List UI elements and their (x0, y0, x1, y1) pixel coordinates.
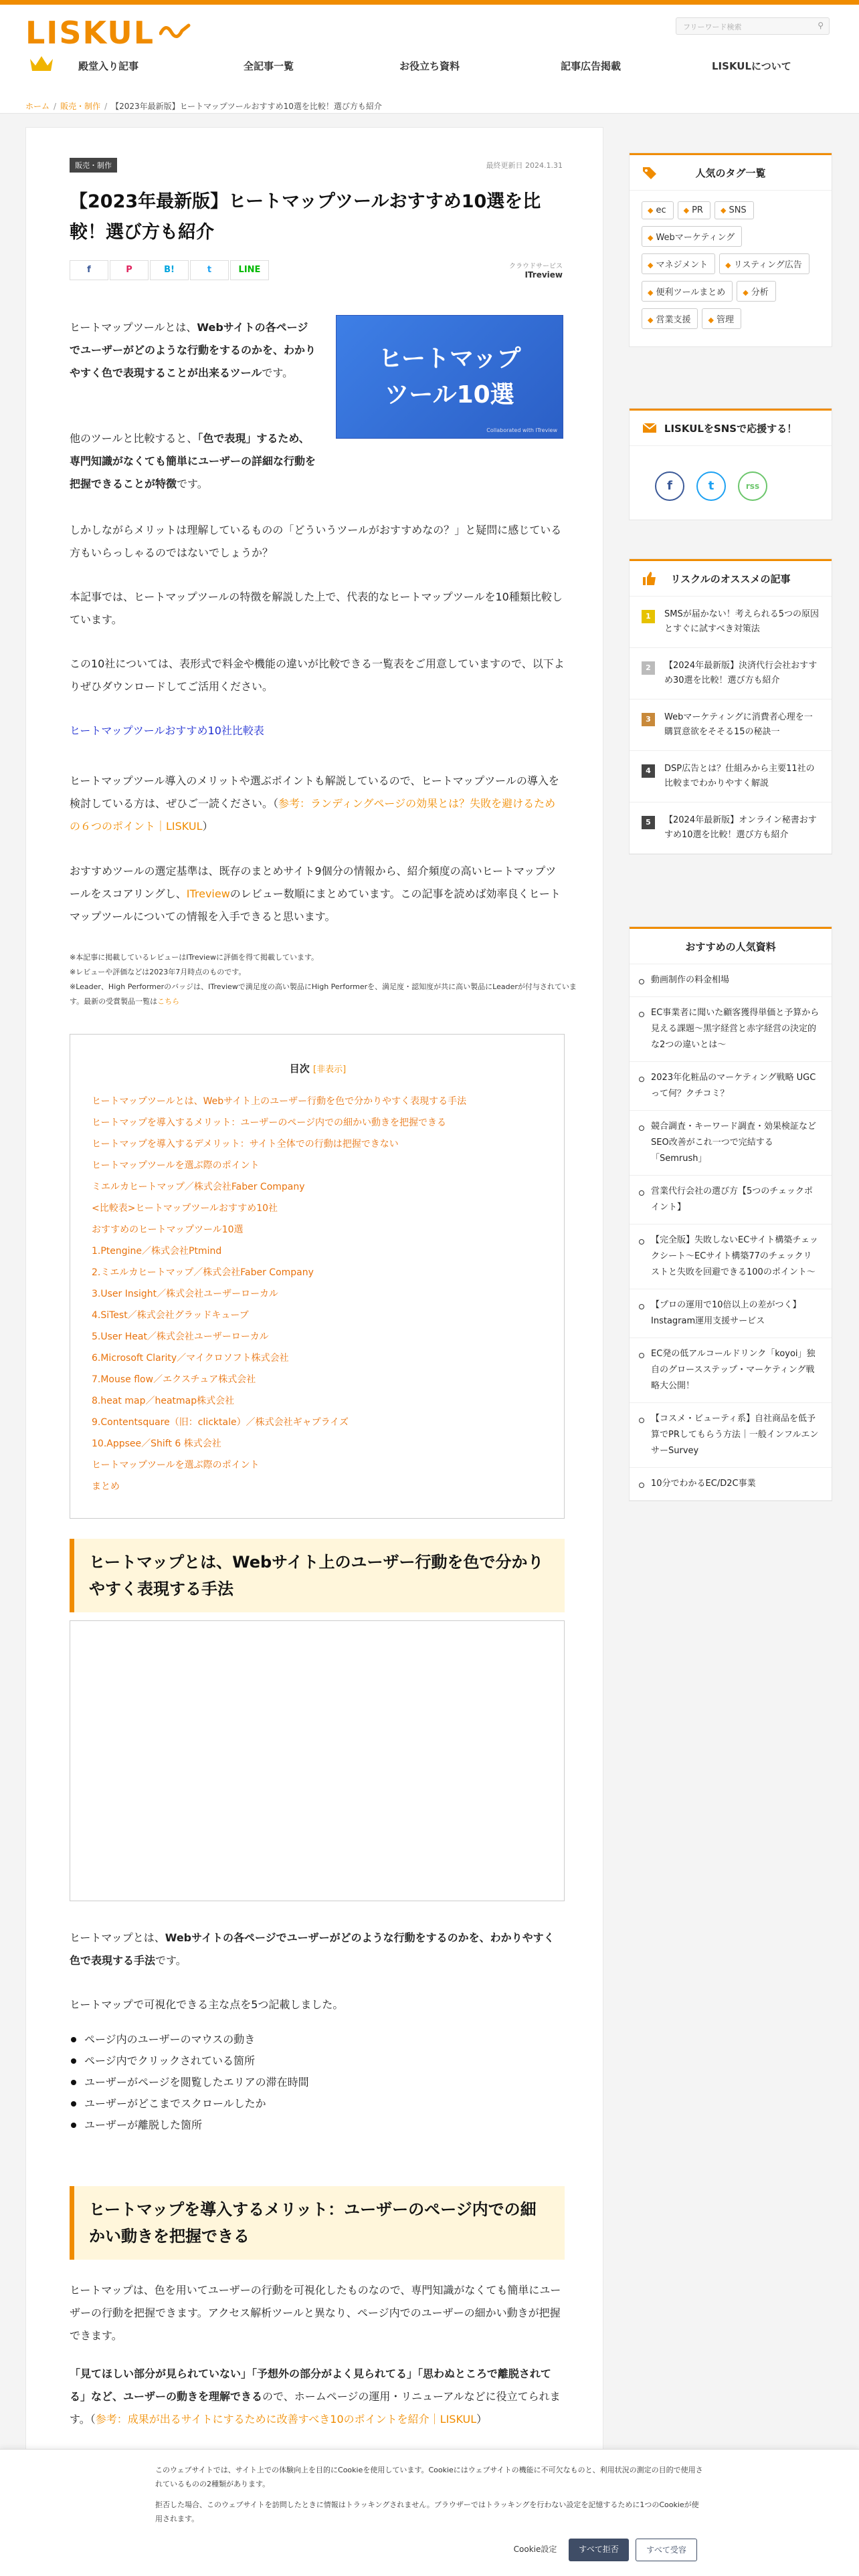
mail-icon (642, 420, 658, 436)
list-item: ユーザーがページを閲覧したエリアの滞在時間 (70, 2072, 309, 2093)
toc-item[interactable]: 5.User Heat／株式会社ユーザーローカル (92, 1331, 269, 1342)
tag-chip[interactable]: ◆ PR (678, 201, 710, 219)
paragraph-4: 本記事では、ヒートマップツールの特徴を解説した上で、代表的なヒートマップツールを10種類比較しています。 (70, 591, 563, 626)
breadcrumb-current: 【2023年最新版】ヒートマップツールおすすめ10選を比較！選び方も紹介 (111, 102, 382, 111)
section2-paragraph-1: ヒートマップは、色を用いてユーザーの行動を可視化したものなので、専門知識がなくても簡単にユーザーの行動を把握できます。アクセス解析ツールと異なり、ページ内でのユーザーの細かい動きが把握できます。 (70, 2284, 561, 2342)
recommended-title: リスクルのオススメの記事 (670, 573, 791, 585)
tag-chip[interactable]: ◆ Webマーケティング (642, 226, 742, 247)
thumbs-up-icon (642, 570, 658, 586)
popular-title: おすすめの人気資料 (685, 941, 776, 953)
toc-title: 目次 (289, 1063, 310, 1075)
intro-paragraph-2: 他のツールと比較すると、「色で表現」するため、専門知識がなくても簡単にユーザーの詳細な行動を把握できることが特徴です。 (70, 432, 316, 490)
tag-chip[interactable]: ◆ 分析 (737, 281, 775, 302)
nav-item-all-articles[interactable]: 全記事一覧 (244, 60, 294, 72)
review-notes: ※本記事に掲載しているレビューはITreviewに評価を得て掲載しています。 ※レビューや評価などは2023年7月時点のものです。 ※Leader、High Performerのバッジは、ITreviewで満足度の高い製品にHigh Performerを、満足度・認知度が共に高い製品にLeaderが付与されています。最新の受賞製品一覧はこちら (70, 953, 577, 1006)
rank-number: 2 (642, 661, 655, 675)
intro-paragraph-1: ヒートマップツールとは、Webサイトの各ページでユーザーがどのような行動をするのかを、わかりやすく色で表現することが出来るツールです。 (70, 321, 316, 379)
tag-chip[interactable]: ◆ 管理 (702, 308, 741, 329)
tag-chip[interactable]: ◆ SNS (714, 201, 754, 219)
toc-item[interactable]: <比較表>ヒートマップツールおすすめ10社 (92, 1203, 278, 1214)
nav-item-resources[interactable]: お役立ち資料 (399, 60, 460, 72)
rank-number: 5 (642, 816, 655, 829)
tag-chip[interactable]: ◆ ec (642, 201, 674, 219)
comparison-download-link[interactable]: ヒートマップツールおすすめ10社比較表 (70, 724, 264, 737)
tag-icon: ◆ (648, 288, 654, 297)
tag-icon: ◆ (725, 261, 731, 270)
toc-item[interactable]: おすすめのヒートマップツール10選 (92, 1224, 244, 1235)
popular-list (630, 964, 832, 1501)
article-title: 【2023年最新版】ヒートマップツールおすすめ10選を比較！選び方も紹介 (70, 191, 541, 243)
share-buttons (70, 260, 270, 282)
cookie-reject-button[interactable]: すべて拒否 (569, 2539, 629, 2561)
toc-item[interactable]: ヒートマップを導入するデメリット：サイト全体での行動は把握できない (92, 1139, 399, 1150)
toc-item[interactable]: 8.heat map／heatmap株式会社 (92, 1396, 235, 1406)
toc-item[interactable]: 7.Mouse flow／エクスチュア株式会社 (92, 1374, 256, 1385)
recommended-widget (629, 558, 832, 855)
breadcrumb-home[interactable]: ホーム (25, 102, 50, 111)
rank-number: 1 (642, 610, 655, 623)
popular-item[interactable]: 【コスメ・ビューティ系】自社商品を低予算でPRしてもらう方法｜一般インフルエンサーSurvey (630, 1403, 832, 1468)
toc-item[interactable]: まとめ (92, 1481, 120, 1492)
list-item: ユーザーが離脱した箇所 (70, 2115, 309, 2136)
recommended-item[interactable]: 2 【2024年最新版】決済代行会社おすすめ30選を比較！選び方も紹介 (630, 648, 832, 700)
breadcrumb-category[interactable]: 販売・制作 (60, 102, 101, 111)
recommended-item[interactable]: 4 DSP広告とは？仕組みから主要11社の比較までわかりやすく解説 (630, 751, 832, 802)
cookie-settings-button[interactable]: Cookie設定 (513, 2545, 557, 2554)
tag-icon: ◆ (708, 316, 714, 324)
itreview-link[interactable]: ITreview (186, 887, 230, 900)
list-item: ユーザーがどこまでスクロールしたか (70, 2093, 309, 2115)
site-header (0, 0, 859, 114)
cookie-text-1: このウェブサイトでは、サイト上での体験向上を目的にCookieを使用しています。Cookieにはウェブサイトの機能に不可欠なものと、利用状況の測定の目的で使用されているものの2種類があります。 (155, 2466, 703, 2488)
tag-icon: ◆ (743, 288, 749, 297)
popular-item[interactable]: 動画制作の料金相場 (630, 964, 832, 997)
rss-icon[interactable]: rss (738, 471, 767, 501)
popular-resources-widget (629, 926, 832, 1501)
tag-icon (642, 165, 658, 181)
share-line-button[interactable]: LINE (230, 260, 269, 280)
paragraph-3: しかしながらメリットは理解しているものの「どういうツールがおすすめなの？」と疑問に感じている方もいらっしゃるのではないでしょうか？ (70, 524, 562, 559)
popular-item[interactable]: 2023年化粧品のマーケティング戦略 UGCって何？クチコミ？ (630, 1062, 832, 1111)
visualization-list (70, 2029, 309, 2136)
paragraph-7: ヒートマップツール導入のメリットや選ぶポイントも解説しているので、ヒートマップツールの導入を検討している方は、ぜひご一読ください。（参考：ランディングページの効果とは？失敗を避けるための６つのポイント｜LISKUL） (70, 774, 559, 833)
sns-title: LISKULをSNSで応援する！ (664, 423, 797, 435)
rank-number: 4 (642, 764, 655, 778)
toc-item[interactable]: ヒートマップツールを選ぶ際のポイント (92, 1160, 260, 1171)
site-logo[interactable]: LISKUL (25, 15, 155, 51)
cookie-text-2: 拒否した場合、このウェブサイトを訪問したときに情報はトラッキングされません。ブラウザーではトラッキングを行わない設定を記憶するために1つのCookieが使用されます。 (155, 2500, 699, 2523)
main-nav (0, 53, 859, 80)
section1-paragraph-1: ヒートマップとは、Webサイトの各ページでユーザーがどのような行動をするのかを、わかりやすく色で表現する手法です。 (70, 1931, 555, 1967)
tag-icon: ◆ (683, 206, 690, 215)
share-twitter-button[interactable]: t (190, 260, 229, 280)
tag-icon: ◆ (648, 316, 654, 324)
section1-paragraph-2: ヒートマップで可視化できる主な点を5つ記載しました。 (70, 1998, 344, 2011)
tag-icon: ◆ (648, 261, 654, 270)
tag-list (630, 191, 832, 346)
recommended-list (630, 597, 832, 854)
facebook-icon[interactable]: f (655, 471, 684, 501)
sns-widget (629, 408, 832, 520)
popular-item[interactable]: 【完全版】失敗しないECサイト構築チェックシート〜ECサイト構築77のチェックリストと失敗を回避できる100のポイント〜 (630, 1224, 832, 1289)
recommended-item[interactable]: 5 【2024年最新版】オンライン秘書おすすめ10選を比較！選び方も紹介 (630, 802, 832, 854)
nav-item-hall-of-fame[interactable]: 殿堂入り記事 (78, 60, 139, 72)
nav-item-about[interactable]: LISKULについて (712, 60, 791, 72)
cookie-banner (0, 2449, 859, 2576)
share-hatena-button[interactable]: B! (150, 260, 189, 280)
header-stripe (0, 0, 859, 5)
rank-number: 3 (642, 713, 655, 726)
list-item: ページ内でクリックされている箇所 (70, 2050, 309, 2072)
search-icon[interactable]: ⚲ (818, 21, 824, 30)
cookie-accept-button[interactable]: すべて受容 (636, 2539, 697, 2561)
reference-link-improve[interactable]: 参考：成果が出るサイトにするために改善すべき10のポイントを紹介｜LISKUL (95, 2413, 477, 2426)
reference-link-lp[interactable]: 参考：ランディングページの効果とは？失敗を避けるための６つのポイント｜LISKUL (70, 797, 556, 833)
winners-list-link[interactable]: こちら (157, 997, 180, 1006)
toc-item[interactable]: 3.User Insight／株式会社ユーザーローカル (92, 1289, 278, 1299)
tags-widget (629, 152, 832, 347)
section2-paragraph-2: 「見てほしい部分が見られていない」「予想外の部分がよく見られてる」「思わぬところで離脱されてる」など、ユーザーの動きを理解できるので、ホームページの運用・リニューアルなどに役立てられます。（参考：成果が出るサイトにするために改善すべき10のポイントを紹介｜LISKUL） (70, 2367, 561, 2426)
toc-item[interactable]: 1.Ptengine／株式会社Ptmind (92, 1246, 222, 1257)
share-facebook-button[interactable]: f (70, 260, 108, 280)
category-badge[interactable]: 販売・制作 (70, 158, 117, 173)
tag-icon: ◆ (648, 206, 654, 215)
section-heading-2: ヒートマップを導入するメリット：ユーザーのページ内での細かい動きを把握できる (70, 2186, 565, 2260)
tag-chip[interactable]: ◆ 便利ツールまとめ (642, 281, 733, 302)
tag-chip[interactable]: ◆ 営業支援 (642, 308, 698, 329)
toc-item[interactable]: 9.Contentsquare（旧：clicktale）／株式会社ギャプライズ (92, 1417, 349, 1428)
tag-icon: ◆ (720, 206, 727, 215)
toc-item[interactable]: ヒートマップツールとは、Webサイト上のユーザー行動を色で分かりやすく表現する手法 (92, 1096, 467, 1107)
tag-chip[interactable]: ◆ リスティング広告 (719, 253, 809, 274)
popular-item[interactable]: 営業代行会社の選び方【5つのチェックポイント】 (630, 1176, 832, 1224)
toc-item[interactable]: ミエルカヒートマップ／株式会社Faber Company (92, 1182, 305, 1192)
section-heading-1: ヒートマップとは、Webサイト上のユーザー行動を色で分かりやすく表現する手法 (70, 1539, 565, 1612)
recommended-item[interactable]: 3 Webマーケティングに消費者心理を一購買意欲をそそる15の秘訣一 (630, 700, 832, 751)
toc-item[interactable]: 10.Appsee／Shift 6 株式会社 (92, 1438, 221, 1449)
toc-item[interactable]: 6.Microsoft Clarity／マイクロソフト株式会社 (92, 1353, 289, 1364)
search-input[interactable]: フリーワード検索 ⚲ (676, 17, 830, 35)
logo-wave-icon (159, 21, 191, 40)
toc-toggle[interactable]: [非表示] (313, 1065, 347, 1075)
embedded-video[interactable] (70, 1620, 565, 1901)
toc-item[interactable]: 2.ミエルカヒートマップ／株式会社Faber Company (92, 1267, 314, 1278)
updated-date: 最終更新日 2024.1.31 (486, 161, 563, 170)
itreview-badge: クラウドサービス ITreview (509, 263, 563, 280)
share-pocket-button[interactable]: P (110, 260, 149, 280)
popular-item[interactable]: 10分でわかるEC/D2C事業 (630, 1468, 832, 1501)
recommended-item[interactable]: 1 SMSが届かない！考えられる5つの原因とすぐに試すべき対策法 (630, 597, 832, 648)
toc-item[interactable]: ヒートマップツールを選ぶ際のポイント (92, 1460, 260, 1471)
toc-item[interactable]: 4.SiTest／株式会社グラッドキューブ (92, 1310, 249, 1321)
popular-item[interactable]: 【プロの運用で10倍以上の差がつく】Instagram運用支援サービス (630, 1289, 832, 1338)
toc-item[interactable]: ヒートマップを導入するメリット：ユーザーのページ内での細かい動きを把握できる (92, 1117, 447, 1128)
nav-item-ad-placement[interactable]: 記事広告掲載 (561, 60, 622, 72)
article-container (25, 127, 603, 2454)
breadcrumb: ホーム / 販売・制作 / 【2023年最新版】ヒートマップツールおすすめ10選を比較！選び方も紹介 (25, 102, 382, 111)
paragraph-5: この10社については、表形式で料金や機能の違いが比較できる一覧表をご用意していますので、以下よりぜひダウンロードしてご活用ください。 (70, 657, 565, 693)
popular-item[interactable]: EC事業者に聞いた顧客獲得単価と予算から見える課題〜黒字経営と赤字経営の決定的な2つの違いとは〜 (630, 997, 832, 1062)
twitter-icon[interactable]: t (696, 471, 726, 501)
tag-chip[interactable]: ◆ マネジメント (642, 253, 715, 274)
table-of-contents (70, 1034, 565, 1519)
tag-icon: ◆ (648, 233, 654, 242)
toc-list (92, 1091, 466, 1497)
paragraph-8: おすすめツールの選定基準は、既存のまとめサイト9個分の情報から、紹介頻度の高いヒートマップツールをスコアリングし、ITreviewのレビュー数順にまとめています。この記事を読めば効率良くヒートマップツールについての情報を入手できると思います。 (70, 865, 561, 923)
list-item: ページ内のユーザーのマウスの動き (70, 2029, 309, 2050)
hero-image: ヒートマップ ツール10選 Collaborated with ITreview (336, 315, 563, 439)
tags-title: 人気のタグ一覧 (695, 167, 766, 179)
popular-item[interactable]: EC発の低アルコールドリンク「koyoi」独自のグロースステップ・マーケティング戦略大公開！ (630, 1338, 832, 1403)
popular-item[interactable]: 競合調査・キーワード調査・効果検証などSEO改善がこれ一つで完結する「Semrush」 (630, 1111, 832, 1176)
